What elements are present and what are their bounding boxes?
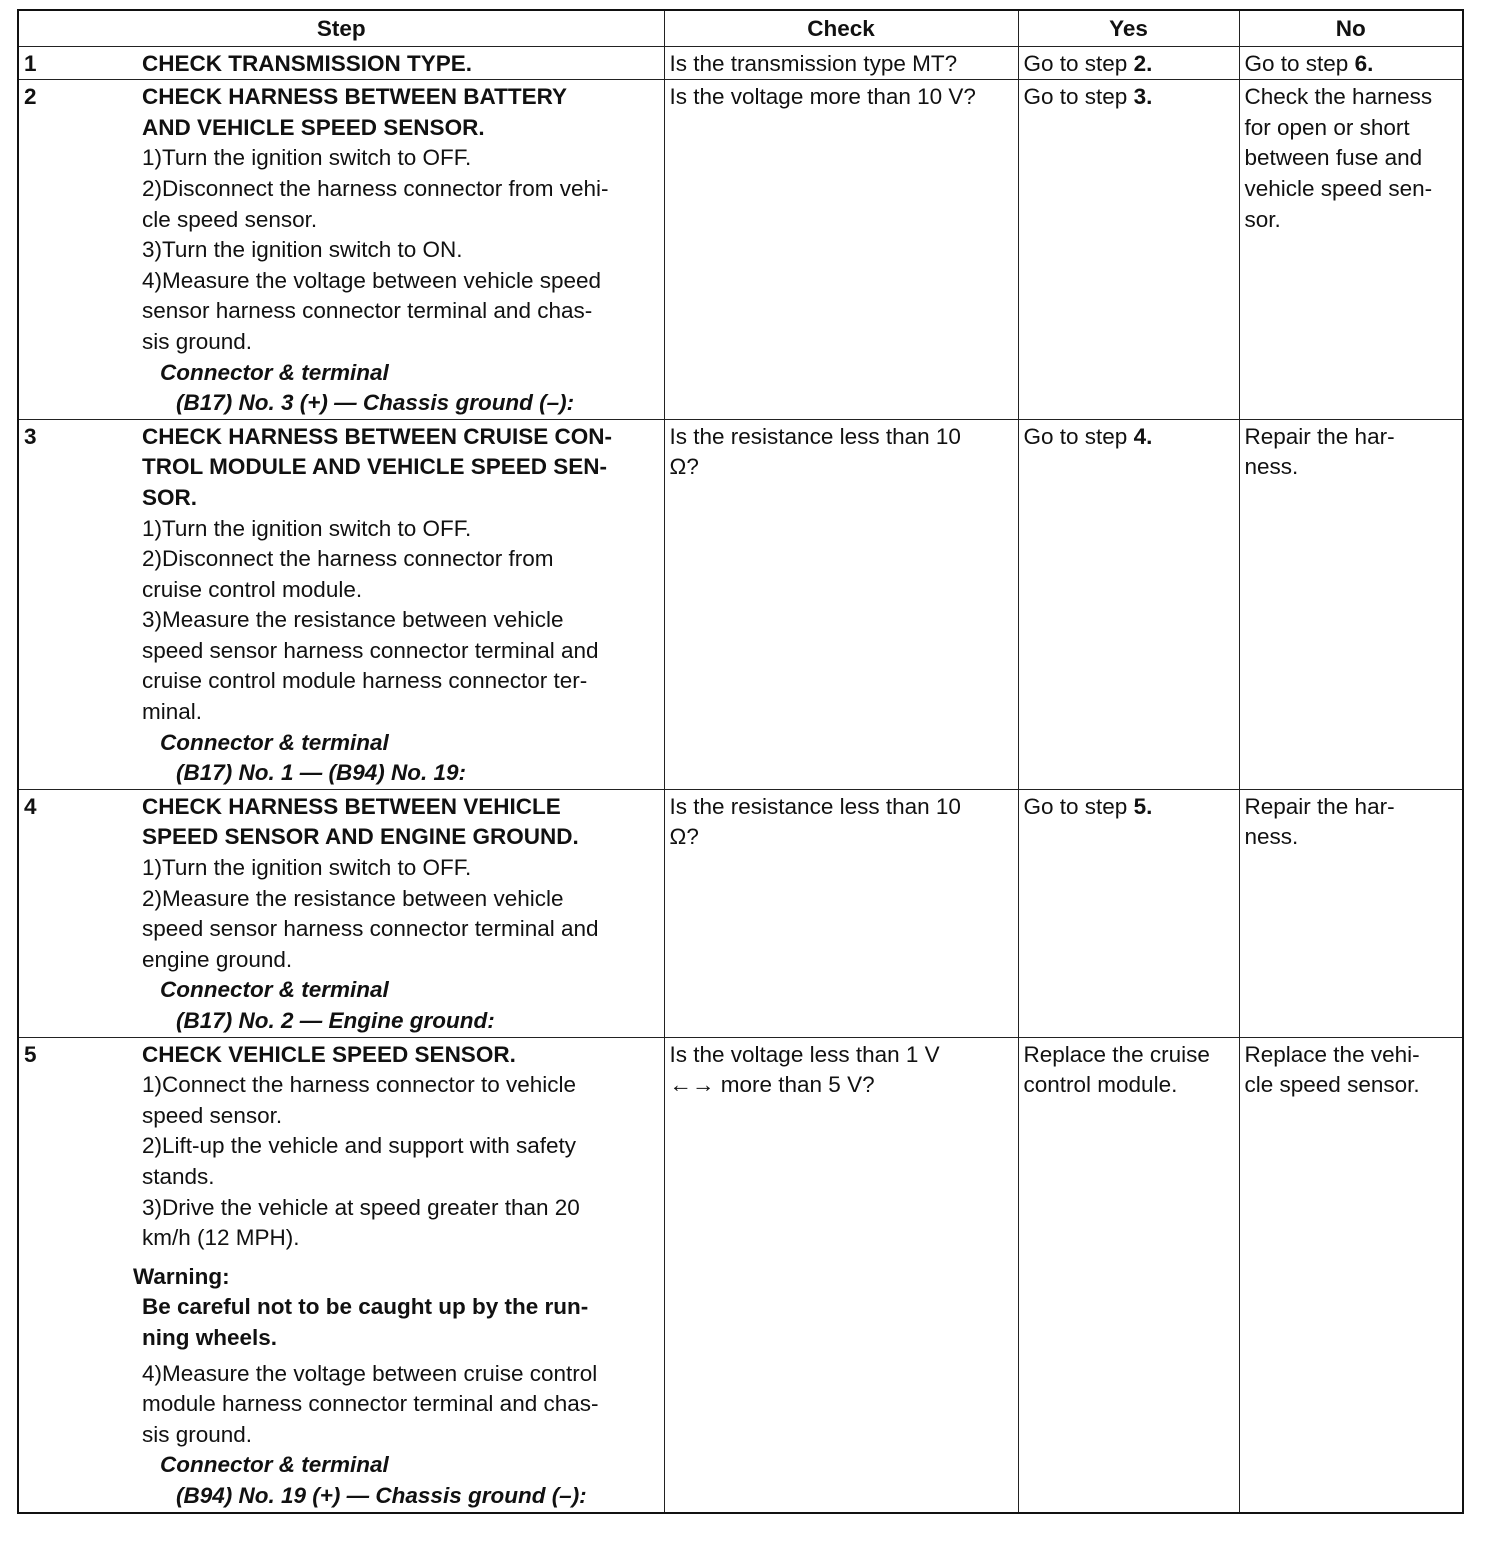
step-instruction: minal. bbox=[142, 699, 203, 725]
table-row bbox=[18, 80, 1463, 420]
no-cell bbox=[1239, 80, 1463, 420]
connector-terminal-label: Connector & terminal bbox=[160, 359, 389, 385]
table-row bbox=[18, 419, 1463, 789]
step-instruction: 2)Measure the resistance between vehicle bbox=[142, 885, 564, 911]
yes-cell bbox=[1018, 789, 1239, 1037]
check-cell bbox=[664, 46, 1018, 80]
check-text-line: Is the voltage less than 1 V bbox=[669, 1041, 940, 1067]
step-instruction: sis ground. bbox=[142, 328, 253, 354]
header-row bbox=[18, 10, 1463, 46]
check-text-line: Is the resistance less than 10 bbox=[669, 793, 961, 819]
connector-terminal-value: (B17) No. 3 (+) — Chassis ground (–): bbox=[176, 390, 575, 416]
step-instruction: engine ground. bbox=[142, 946, 293, 972]
step-number: 3 bbox=[24, 423, 37, 449]
step-title-line: CHECK HARNESS BETWEEN CRUISE CON- bbox=[142, 423, 613, 449]
header-no: No bbox=[1239, 10, 1463, 46]
check-text-line: Ω? bbox=[669, 454, 699, 480]
diagnosis-table bbox=[17, 9, 1464, 1514]
step-instruction: stands. bbox=[142, 1163, 215, 1189]
step-instruction: 3)Turn the ignition switch to ON. bbox=[142, 237, 463, 263]
warning-text: ning wheels. bbox=[142, 1324, 278, 1350]
check-text-line: Is the resistance less than 10 bbox=[669, 423, 961, 449]
step-title-line: SOR. bbox=[142, 484, 198, 510]
check-cell bbox=[664, 419, 1018, 789]
step-number: 4 bbox=[24, 793, 37, 819]
no-text-line: Repair the har- bbox=[1244, 423, 1395, 449]
step-title: CHECK TRANSMISSION TYPE. bbox=[142, 50, 473, 76]
step-title: CHECK VEHICLE SPEED SENSOR. bbox=[142, 1041, 516, 1067]
yes-text-line: Replace the cruise bbox=[1023, 1041, 1210, 1067]
yes-cell bbox=[1018, 46, 1239, 80]
table-row bbox=[18, 46, 1463, 80]
step-instruction: 2)Lift-up the vehicle and support with safety bbox=[142, 1133, 576, 1159]
step-instruction: 3)Measure the resistance between vehicle bbox=[142, 607, 564, 633]
step-instruction: speed sensor harness connector terminal and bbox=[142, 637, 599, 663]
step-instruction: 2)Disconnect the harness connector from bbox=[142, 546, 554, 572]
no-text-line: cle speed sensor. bbox=[1244, 1072, 1420, 1098]
no-text-line: Check the harness bbox=[1244, 84, 1433, 110]
step-instruction: cruise control module harness connector ter- bbox=[142, 668, 588, 694]
step-cell bbox=[18, 1037, 664, 1512]
step-instruction: sensor harness connector terminal and chas- bbox=[142, 298, 593, 324]
step-instruction: speed sensor harness connector terminal and bbox=[142, 916, 599, 942]
no-step-ref: 6. bbox=[1354, 50, 1374, 76]
header-yes: Yes bbox=[1018, 10, 1239, 46]
no-cell bbox=[1239, 46, 1463, 80]
yes-cell bbox=[1018, 1037, 1239, 1512]
no-cell bbox=[1239, 419, 1463, 789]
yes-cell bbox=[1018, 419, 1239, 789]
check-text-line: ←→ more than 5 V? bbox=[669, 1072, 875, 1098]
no-cell bbox=[1239, 789, 1463, 1037]
step-instruction: cle speed sensor. bbox=[142, 206, 318, 232]
yes-step-ref: 2. bbox=[1133, 50, 1153, 76]
no-text-line: Repair the har- bbox=[1244, 793, 1395, 819]
step-instruction: speed sensor. bbox=[142, 1102, 283, 1128]
no-text-line: sor. bbox=[1244, 206, 1281, 232]
yes-text: Go to step bbox=[1023, 50, 1134, 76]
yes-step-ref: 4. bbox=[1133, 423, 1153, 449]
yes-text-line: control module. bbox=[1023, 1072, 1178, 1098]
table-row bbox=[18, 789, 1463, 1037]
step-title-line: SPEED SENSOR AND ENGINE GROUND. bbox=[142, 824, 579, 850]
no-text-line: between fuse and bbox=[1244, 145, 1423, 171]
check-text-line: Ω? bbox=[669, 824, 699, 850]
check-cell bbox=[664, 80, 1018, 420]
step-instruction: cruise control module. bbox=[142, 576, 363, 602]
yes-cell bbox=[1018, 80, 1239, 420]
yes-step-ref: 3. bbox=[1133, 84, 1153, 110]
step-number: 5 bbox=[24, 1041, 37, 1067]
check-cell bbox=[664, 1037, 1018, 1512]
step-title-line: AND VEHICLE SPEED SENSOR. bbox=[142, 114, 485, 140]
no-text: Go to step bbox=[1244, 50, 1355, 76]
step-instruction: 2)Disconnect the harness connector from vehi- bbox=[142, 175, 609, 201]
step-cell bbox=[18, 46, 664, 80]
step-number: 1 bbox=[24, 50, 37, 76]
step-instruction: 1)Connect the harness connector to vehicle bbox=[142, 1072, 577, 1098]
no-text-line: vehicle speed sen- bbox=[1244, 175, 1433, 201]
no-text-line: Replace the vehi- bbox=[1244, 1041, 1420, 1067]
step-cell bbox=[18, 80, 664, 420]
check-text: Is the transmission type MT? bbox=[669, 50, 958, 76]
header-check: Check bbox=[664, 10, 1018, 46]
connector-terminal-label: Connector & terminal bbox=[160, 1452, 389, 1478]
step-instruction: 3)Drive the vehicle at speed greater than 20 bbox=[142, 1194, 580, 1220]
connector-terminal-value: (B17) No. 1 — (B94) No. 19: bbox=[176, 760, 467, 786]
step-title-line: CHECK HARNESS BETWEEN VEHICLE bbox=[142, 793, 561, 819]
step-instruction: sis ground. bbox=[142, 1421, 253, 1447]
step-instruction: km/h (12 MPH). bbox=[142, 1225, 300, 1251]
no-text-line: ness. bbox=[1244, 824, 1299, 850]
step-cell bbox=[18, 419, 664, 789]
header-step: Step bbox=[18, 10, 664, 46]
step-instruction: 1)Turn the ignition switch to OFF. bbox=[142, 855, 472, 881]
table-row bbox=[18, 1037, 1463, 1512]
connector-terminal-label: Connector & terminal bbox=[160, 729, 389, 755]
warning-label: Warning: bbox=[133, 1263, 230, 1289]
warning-text: Be careful not to be caught up by the run- bbox=[142, 1294, 589, 1320]
step-instruction: module harness connector terminal and chas- bbox=[142, 1391, 599, 1417]
step-instruction: 1)Turn the ignition switch to OFF. bbox=[142, 515, 472, 541]
step-title-line: TROL MODULE AND VEHICLE SPEED SEN- bbox=[142, 454, 608, 480]
step-instruction: 4)Measure the voltage between vehicle speed bbox=[142, 267, 602, 293]
yes-step-ref: 5. bbox=[1133, 793, 1153, 819]
connector-terminal-value: (B17) No. 2 — Engine ground: bbox=[176, 1008, 495, 1033]
step-instruction: 4)Measure the voltage between cruise control bbox=[142, 1360, 598, 1386]
check-cell bbox=[664, 789, 1018, 1037]
connector-terminal-value: (B94) No. 19 (+) — Chassis ground (–): bbox=[176, 1482, 587, 1508]
no-text-line: ness. bbox=[1244, 454, 1299, 480]
step-cell bbox=[18, 789, 664, 1037]
no-text-line: for open or short bbox=[1244, 114, 1410, 140]
step-title-line: CHECK HARNESS BETWEEN BATTERY bbox=[142, 84, 568, 110]
yes-text: Go to step bbox=[1023, 423, 1134, 449]
step-instruction: 1)Turn the ignition switch to OFF. bbox=[142, 145, 472, 171]
step-number: 2 bbox=[24, 84, 37, 110]
no-cell bbox=[1239, 1037, 1463, 1512]
connector-terminal-label: Connector & terminal bbox=[160, 977, 389, 1003]
check-text: Is the voltage more than 10 V? bbox=[669, 84, 976, 110]
yes-text: Go to step bbox=[1023, 84, 1134, 110]
yes-text: Go to step bbox=[1023, 793, 1134, 819]
